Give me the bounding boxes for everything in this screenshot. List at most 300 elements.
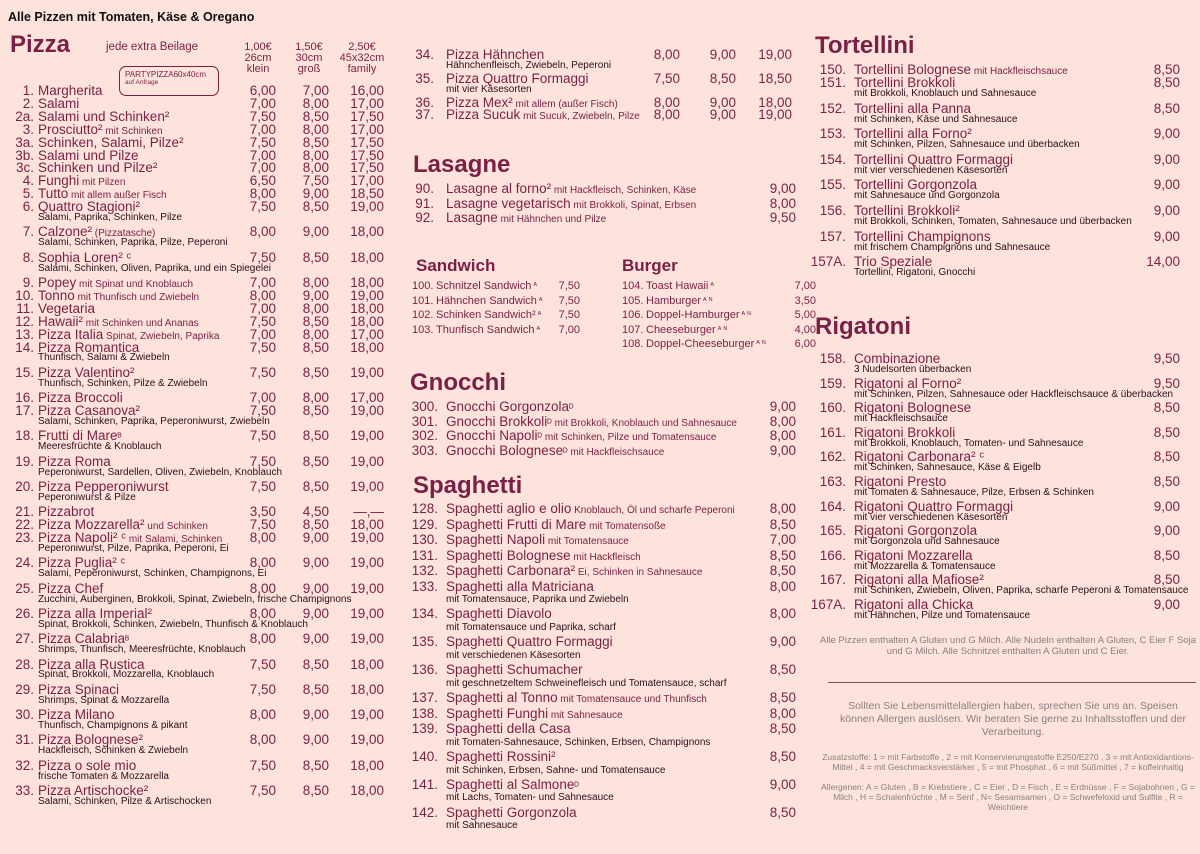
price-small: 7,00 — [249, 300, 276, 316]
price-small: 7,00 — [249, 390, 276, 406]
allergen-mark: ᴬ ᴺ — [717, 324, 728, 334]
item-number: 142. — [411, 804, 438, 820]
item-name-text: Pizza Quattro Formaggi — [446, 70, 589, 86]
item-description: Thunfisch, Schinken, Pilze & Zwiebeln — [38, 377, 208, 389]
item-number: 139. — [411, 721, 438, 737]
item-description: mit Sahnesauce und Gorgonzola — [854, 190, 1000, 202]
item-name-text: Spaghetti Rossini² — [446, 749, 556, 764]
item-number: 162. — [819, 449, 846, 465]
item-number: 152. — [819, 100, 846, 116]
item-name-text: Rigatoni Mozzarella — [854, 547, 973, 563]
size-col-large: 1,50€ 30cm groß — [295, 41, 323, 75]
item-number: 14. — [15, 339, 34, 355]
item-extra: mit Sahnesauce — [548, 709, 623, 721]
price-large: 8,00 — [302, 275, 329, 290]
item-price: 9,00 — [769, 399, 796, 414]
item-number: 167. — [819, 572, 846, 588]
price-family: 17,00 — [350, 95, 384, 111]
sandwich-heading: Sandwich — [416, 256, 496, 275]
price-family: 19,00 — [350, 605, 384, 621]
item-extra: mit Spinat und Knoblauch — [76, 279, 194, 290]
item-number: 15. — [15, 364, 34, 380]
item-extra: mit allem (außer Fisch) — [512, 98, 618, 110]
price-large: 8,50 — [302, 403, 329, 418]
price-small: 8,00 — [249, 186, 276, 202]
price-small: 7,00 — [249, 95, 276, 111]
item-price: 8,00 — [769, 428, 796, 443]
price-family: 18,00 — [350, 656, 384, 672]
item-name-text: Frutti di Mare — [38, 428, 118, 444]
item-description: mit vier Käsesorten — [446, 83, 532, 95]
item-description: mit Hähnchen, Pilze und Tomatensauce — [854, 610, 1031, 621]
price-large: 8,50 — [302, 134, 329, 150]
item-description: Thunfisch, Champignons & pikant — [38, 720, 188, 731]
item-number: 91. — [415, 195, 434, 211]
item-number: 164. — [819, 498, 846, 514]
item-price: 7,50 — [558, 294, 580, 307]
item-description: mit Brokkoli, Knoblauch und Sahnesauce — [854, 88, 1037, 99]
price-large: 8,50 — [302, 681, 329, 697]
item-extra: mit Schinken — [102, 125, 163, 137]
price-family: 19,00 — [350, 530, 384, 545]
item-number: 92. — [415, 210, 434, 225]
item-number: 158. — [819, 351, 846, 366]
price-large: 7,00 — [302, 83, 329, 98]
party-pizza-box: PARTYPIZZA60x40cm auf Anfrage — [119, 66, 219, 96]
item-name — [446, 663, 583, 677]
item-price: 8,50 — [769, 690, 796, 706]
item-name-text: Spaghetti Funghi — [446, 705, 549, 721]
item-number: 1. — [22, 83, 34, 98]
item-name-text: Gnocchi Gorgonzola — [446, 399, 570, 414]
item-price: 9,00 — [769, 442, 796, 458]
price-family: 17,00 — [350, 121, 384, 137]
item-name-text: Tortellini Champignons — [854, 228, 991, 244]
item-description: Salami, Paprika, Schinken, Pilze — [38, 212, 182, 223]
item-name-text: Rigatoni Presto — [854, 474, 947, 489]
price-family: 19,00 — [758, 107, 792, 123]
item-extra: mit Salami, Schinken — [126, 534, 223, 545]
item-name-text: Pizza Calabria — [38, 631, 126, 647]
item-price: 9,00 — [769, 181, 796, 196]
allergen-mark: ᴬ — [537, 310, 542, 319]
price-family: 17,00 — [350, 173, 384, 189]
item-number: 2. — [22, 95, 34, 111]
item-number: 166. — [819, 547, 846, 563]
price-family: 19,00 — [350, 403, 384, 418]
price-small: 8,00 — [249, 732, 276, 748]
price-family: 18,00 — [350, 313, 384, 329]
price-large: 8,50 — [302, 478, 329, 494]
price-large: 8,50 — [709, 70, 736, 86]
item-extra: ᴮ — [125, 635, 130, 647]
item-name-text: Schinken und Pilze² — [38, 160, 158, 176]
price-family: 18,50 — [758, 70, 792, 86]
price-small: 7,50 — [249, 199, 276, 215]
price-large: 8,00 — [302, 326, 329, 342]
item-name-text: Pizza Hähnchen — [446, 47, 545, 62]
item-price: 8,50 — [1153, 62, 1180, 77]
item-name-text: Hawaii² — [38, 313, 84, 329]
item-name-text: Rigatoni Gorgonzola — [854, 523, 978, 539]
item-name: Hähnchen Sandwich $^ᴬ$ — [436, 294, 543, 307]
item-price: 8,50 — [1153, 547, 1180, 563]
item-number: 130. — [411, 532, 438, 547]
item-extra: mit Tomatensauce und Thunfisch — [557, 694, 707, 706]
item-extra: mit Hähnchen und Pilze — [497, 214, 607, 225]
allergens-short: Alle Pizzen enthalten A Gluten und G Milch. Alle Nudeln enthalten A Gluten, C Eier F Soja und G Milch. Alle Schnitzel enthalten A Gluten und C Eier. — [819, 635, 1196, 657]
lasagne-heading: Lasagne — [413, 151, 511, 178]
item-extra: Spinat, Zwiebeln, Paprika — [103, 330, 220, 342]
item-description: mit Lachs, Tomaten- und Sahnesauce — [446, 792, 614, 804]
item-number: 35. — [415, 70, 434, 86]
item-number: 20. — [15, 478, 34, 494]
price-large: 9,00 — [709, 107, 736, 123]
item-name-text: Spaghetti Napoli — [446, 532, 546, 547]
item-name-text: Spaghetti Carbonara² — [446, 563, 576, 578]
item-price: 9,00 — [1153, 151, 1180, 167]
item-number: 303. — [411, 442, 438, 458]
item-description: mit Sahnesauce — [446, 820, 518, 832]
price-small: 8,00 — [249, 287, 276, 303]
item-name-text: Quattro Stagioni² — [38, 199, 141, 215]
item-number: 9. — [22, 275, 34, 290]
price-large: 4,50 — [302, 504, 329, 520]
item-number: 7. — [22, 224, 34, 240]
item-name-text: Spaghetti Bolognese — [446, 547, 571, 563]
item-name-text: Tonno — [38, 287, 75, 303]
item-number: 13. — [15, 326, 34, 342]
pizza-heading: Pizza — [10, 31, 71, 58]
item-number: 302. — [411, 428, 438, 443]
price-small: 7,50 — [249, 517, 276, 533]
item-name-text: Rigatoni Carbonara² ᶜ — [854, 449, 985, 465]
item-price: 8,50 — [1153, 75, 1180, 90]
price-family: 17,50 — [350, 147, 384, 163]
item-number: 132. — [411, 563, 438, 578]
item-name-text: Combinazione — [854, 351, 941, 366]
price-small: 6,00 — [249, 83, 276, 98]
item-name: Doppel-Hamburger $^{ᴬ ᴺ}$ — [646, 309, 751, 321]
item-price: 9,00 — [1153, 126, 1180, 142]
price-large: 9,00 — [302, 224, 329, 240]
allergen-mark: ᴬ ᴺ — [741, 310, 751, 319]
item-description: frische Tomaten & Mozzarella — [38, 770, 169, 782]
size-col-small: 1,00€ 26cm klein — [244, 41, 272, 75]
item-number: 163. — [819, 474, 846, 489]
item-name-text: Pizza alla Imperial² — [38, 605, 153, 621]
item-price: 8,50 — [1153, 474, 1180, 489]
item-name-text: Tutto — [38, 186, 69, 202]
price-small: 7,50 — [249, 681, 276, 697]
item-number: 134. — [411, 606, 438, 622]
item-name-text: Rigatoni alla Chicka — [854, 597, 974, 612]
price-large: 8,50 — [302, 517, 329, 533]
price-large: 8,00 — [302, 147, 329, 163]
item-description: Spinat, Brokkoli, Mozzarella, Knoblauch — [38, 669, 215, 681]
item-name-text: Salami und Pilze — [38, 147, 139, 163]
item-number: 31. — [15, 732, 34, 748]
item-name-text: Pizza Italia — [38, 326, 104, 342]
item-name — [446, 444, 664, 460]
item-name-text: Tortellini Brokkoli — [854, 75, 956, 90]
item-name-text: Funghi — [38, 173, 80, 189]
price-family: 18,00 — [350, 517, 384, 533]
price-small: 7,50 — [249, 364, 276, 380]
price-small: 7,50 — [249, 783, 276, 798]
item-number: 141. — [411, 776, 438, 792]
item-number: 22. — [15, 517, 34, 533]
price-small: 7,00 — [249, 147, 276, 163]
price-large: 8,50 — [302, 108, 329, 124]
item-price: 9,00 — [1153, 597, 1180, 612]
item-description: Shrimps, Thunfisch, Meeresfrüchte, Knoblauch — [38, 644, 246, 656]
item-price: 8,50 — [769, 547, 796, 563]
item-number: 23. — [15, 530, 34, 545]
item-name-text: Pizza Bolognese² — [38, 732, 144, 748]
item-description: mit Schinken, Pilzen, Sahnesauce oder Hackfleischsauce & überbacken — [854, 388, 1174, 400]
item-price: 9,00 — [1153, 203, 1180, 218]
item-description: mit Schinken, Erbsen, Sahne- und Tomatensauce — [446, 764, 666, 776]
item-price: 9,00 — [769, 776, 796, 792]
item-price: 5,00 — [794, 309, 816, 321]
item-description: mit vier verschiedenen Käsesorten — [854, 511, 1008, 523]
item-name-text: Tortellini Quattro Formaggi — [854, 151, 1014, 167]
item-name: Toast Hawaii $^ᴬ$ — [646, 280, 714, 292]
item-price: 7,50 — [558, 309, 580, 321]
item-extra: ᴰ — [569, 403, 574, 414]
item-number: 10. — [15, 287, 34, 303]
item-extra: mit Pilzen — [79, 177, 126, 189]
item-name-text: Gnocchi Bolognese — [446, 442, 564, 458]
item-number: 29. — [15, 681, 34, 697]
item-extra: mit Thunfisch und Zwiebeln — [74, 291, 200, 303]
item-extra: Knoblauch, Öl und scharfe Peperoni — [571, 505, 735, 516]
item-number: 106. — [622, 309, 644, 321]
item-number: 27. — [15, 631, 34, 647]
item-name-text: Spaghetti al Tonno — [446, 690, 558, 706]
item-name-text: Pizza Puglia² ᶜ — [38, 555, 126, 571]
item-number: 30. — [15, 707, 34, 723]
menu-top-note: Alle Pizzen mit Tomaten, Käse & Oregano — [8, 10, 255, 24]
price-family: 19,00 — [350, 364, 384, 380]
price-small: 8,00 — [249, 580, 276, 596]
item-number: 108. — [622, 338, 644, 350]
price-small: 8,00 — [249, 707, 276, 723]
allergen-mark: ᴬ ᴺ — [703, 295, 713, 305]
price-small: 7,50 — [249, 134, 276, 150]
allergen-mark: ᴬ — [533, 281, 538, 290]
item-name-text: Pizza Milano — [38, 707, 115, 723]
item-number: 301. — [411, 413, 438, 429]
item-price: 8,50 — [1153, 100, 1180, 116]
item-number: 131. — [411, 547, 438, 563]
item-name-text: Spaghetti Frutti di Mare — [446, 516, 587, 532]
item-number: 101. — [412, 294, 434, 307]
item-name-text: Pizza Artischocke² — [38, 783, 149, 798]
price-small: 8,00 — [249, 631, 276, 647]
tortellini-heading: Tortellini — [815, 32, 915, 59]
price-small: 7,50 — [249, 313, 276, 329]
item-name-text: Spaghetti al Salmone — [446, 776, 575, 792]
item-number: 26. — [15, 605, 34, 621]
allergen-mark: ᴬ ᴺ — [756, 339, 766, 348]
item-name — [446, 722, 571, 736]
item-description: mit Mozzarella & Tomatensauce — [854, 560, 996, 572]
item-number: 3b. — [15, 147, 34, 163]
price-small: 6,50 — [249, 173, 276, 189]
item-extra: ᴰ — [574, 780, 579, 792]
item-name-text: Tortellini Brokkoli² — [854, 203, 960, 218]
item-name-text: Rigatoni Brokkoli — [854, 424, 956, 440]
item-number: 154. — [819, 151, 846, 167]
item-price: 7,50 — [558, 280, 580, 292]
item-number: 161. — [819, 424, 846, 440]
item-name: Schnitzel Sandwich $^ᴬ$ — [436, 280, 538, 292]
item-name-text: Pizza Chef — [38, 580, 104, 596]
item-name — [446, 607, 552, 621]
item-number: 133. — [411, 578, 438, 594]
item-number: 138. — [411, 705, 438, 721]
item-name-text: Pizza Romantica — [38, 339, 140, 355]
price-large: 9,00 — [302, 530, 329, 545]
price-large: 8,50 — [302, 783, 329, 798]
price-family: 17,50 — [350, 134, 384, 150]
item-number: 157. — [819, 228, 846, 244]
price-family: 18,00 — [350, 224, 384, 240]
item-description: Peperoniwurst, Sardellen, Oliven, Zwiebeln, Knoblauch — [38, 466, 283, 478]
item-number: 102. — [412, 309, 434, 321]
item-name-text: Spaghetti aglio e olio — [446, 501, 572, 516]
item-price: 4,00 — [794, 323, 816, 336]
additives-legend: Zusatzstoffe: 1 = mit Farbstoffe , 2 = mit Konservierungsstoffe E250/E270 , 3 = mit Antioxidantions-Mittel , 4 = mit Geschmacksverstärker , 5 = mit Phosphat , 6 = mit Süßmittel , 7 = koffeinhaltig — [822, 752, 1194, 772]
item-extra: mit Hackfleisch, Schinken, Käse — [551, 185, 697, 196]
price-small: 8,00 — [653, 47, 680, 62]
item-price: 9,00 — [1153, 498, 1180, 514]
item-price: 8,50 — [1153, 572, 1180, 588]
item-name: Schinken Sandwich² $^ᴬ$ — [436, 309, 542, 321]
item-name-text: Prosciutto² — [38, 121, 103, 137]
price-small: 7,50 — [653, 70, 680, 86]
item-name — [446, 580, 594, 594]
item-name-text: Schinken, Salami, Pilze² — [38, 134, 184, 150]
item-number: 105. — [622, 294, 644, 307]
item-description: Meeresfrüchte & Knoblauch — [38, 441, 162, 453]
price-large: 9,00 — [709, 47, 736, 62]
price-large: 8,50 — [302, 249, 329, 265]
item-name — [446, 635, 613, 649]
item-description: mit Tomaten & Sahnesauce, Pilze, Erbsen & Schinken — [854, 487, 1094, 498]
item-name-text: Lasagne vegetarisch — [446, 195, 571, 211]
item-description: Hackfleisch, Schinken & Zwiebeln — [38, 745, 189, 757]
allergy-notice: Sollten Sie Lebensmittelallergien haben, sprechen Sie uns an. Speisen können Allergen auslösen. Wir beraten Sie gerne zu Inhaltsstoffen und der Verarbeitung. — [840, 700, 1186, 738]
item-number: 18. — [15, 428, 34, 444]
item-price: 9,50 — [1153, 351, 1180, 366]
price-family: 18,00 — [350, 783, 384, 798]
item-number: 2a. — [15, 108, 34, 124]
price-large: 9,00 — [302, 580, 329, 596]
item-description: mit geschnetzeltem Schweinefleisch und Tomatensauce, scharf — [446, 677, 727, 689]
item-extra: mit allem außer Fisch — [68, 190, 167, 202]
item-number: 4. — [22, 173, 34, 189]
price-family: 17,00 — [350, 390, 384, 406]
price-large: 8,00 — [302, 160, 329, 176]
price-large: 9,00 — [302, 555, 329, 571]
item-extra: (Pizzatasche) — [92, 228, 156, 240]
price-family: 18,00 — [350, 275, 384, 290]
item-price: 8,00 — [769, 578, 796, 594]
price-family: —,— — [353, 504, 384, 520]
item-description: mit verschiedenen Käsesorten — [446, 649, 581, 661]
gnocchi-heading: Gnocchi — [410, 369, 507, 396]
item-number: 150. — [819, 62, 846, 77]
price-family: 17,50 — [350, 160, 384, 176]
item-description: Salami, Schinken, Paprika, Peperoniwurst, Zwiebeln — [38, 415, 270, 427]
item-number: 3a. — [15, 134, 34, 150]
item-number: 151. — [819, 75, 846, 90]
item-number: 167A. — [810, 597, 846, 612]
item-name-text: Spaghetti Gorgonzola — [446, 804, 577, 820]
price-family: 18,00 — [350, 681, 384, 697]
item-name-text: Trio Speziale — [854, 254, 933, 270]
spaghetti-heading: Spaghetti — [413, 472, 523, 499]
item-description: mit Schinken, Zwiebeln, Oliven, Paprika, scharfe Peperoni & Tomatensauce — [854, 585, 1189, 597]
item-description: 3 Nudelsorten überbacken — [854, 364, 972, 375]
item-description: Salami, Schinken, Oliven, Paprika, und ein Spiegelei — [38, 262, 271, 274]
price-small: 8,00 — [249, 530, 276, 545]
allergen-mark: ᴬ — [710, 281, 714, 290]
price-small: 8,00 — [653, 94, 680, 110]
item-price: 14,00 — [1146, 254, 1180, 270]
item-price: 8,00 — [769, 501, 796, 516]
item-number: 160. — [819, 400, 846, 416]
item-name — [446, 108, 640, 124]
item-extra: ᴰ mit Brokkoli, Knoblauch und Sahnesauce — [547, 417, 737, 429]
item-number: 129. — [411, 516, 438, 532]
item-price: 3,50 — [794, 294, 816, 307]
item-price: 8,50 — [769, 563, 796, 578]
item-number: 135. — [411, 634, 438, 650]
price-small: 8,00 — [249, 605, 276, 621]
price-large: 8,50 — [302, 656, 329, 672]
price-large: 7,50 — [302, 173, 329, 189]
item-number: 21. — [15, 504, 34, 520]
item-number: 136. — [411, 662, 438, 678]
item-number: 19. — [15, 453, 34, 469]
price-large: 9,00 — [302, 605, 329, 621]
item-extra: mit Tomatensoße — [586, 520, 666, 532]
price-family: 19,00 — [350, 555, 384, 571]
item-number: 140. — [411, 749, 438, 764]
item-name-text: Tortellini alla Forno² — [854, 126, 972, 142]
item-name: Doppel-Cheeseburger $^{ᴬ ᴺ}$ — [646, 338, 766, 350]
item-price: 8,00 — [769, 195, 796, 211]
price-family: 19,00 — [350, 631, 384, 647]
price-large: 8,50 — [302, 453, 329, 469]
item-number: 155. — [819, 177, 846, 193]
item-name-text: Lasagne al forno² — [446, 181, 552, 196]
price-large: 8,50 — [302, 428, 329, 444]
price-family: 16,00 — [350, 83, 384, 98]
price-small: 7,50 — [249, 453, 276, 469]
item-description: mit Tomatensauce, Paprika und Zwiebeln — [446, 594, 629, 605]
item-name: Thunfisch Sandwich $^ᴬ$ — [436, 323, 541, 336]
item-name-text: Gnocchi Brokkoli — [446, 413, 548, 429]
price-large: 8,50 — [302, 757, 329, 773]
item-name-text: Pizza Napoli² ᶜ — [38, 530, 127, 545]
item-price: 8,50 — [1153, 449, 1180, 465]
item-description: Peperoniwurst & Pilze — [38, 491, 136, 503]
